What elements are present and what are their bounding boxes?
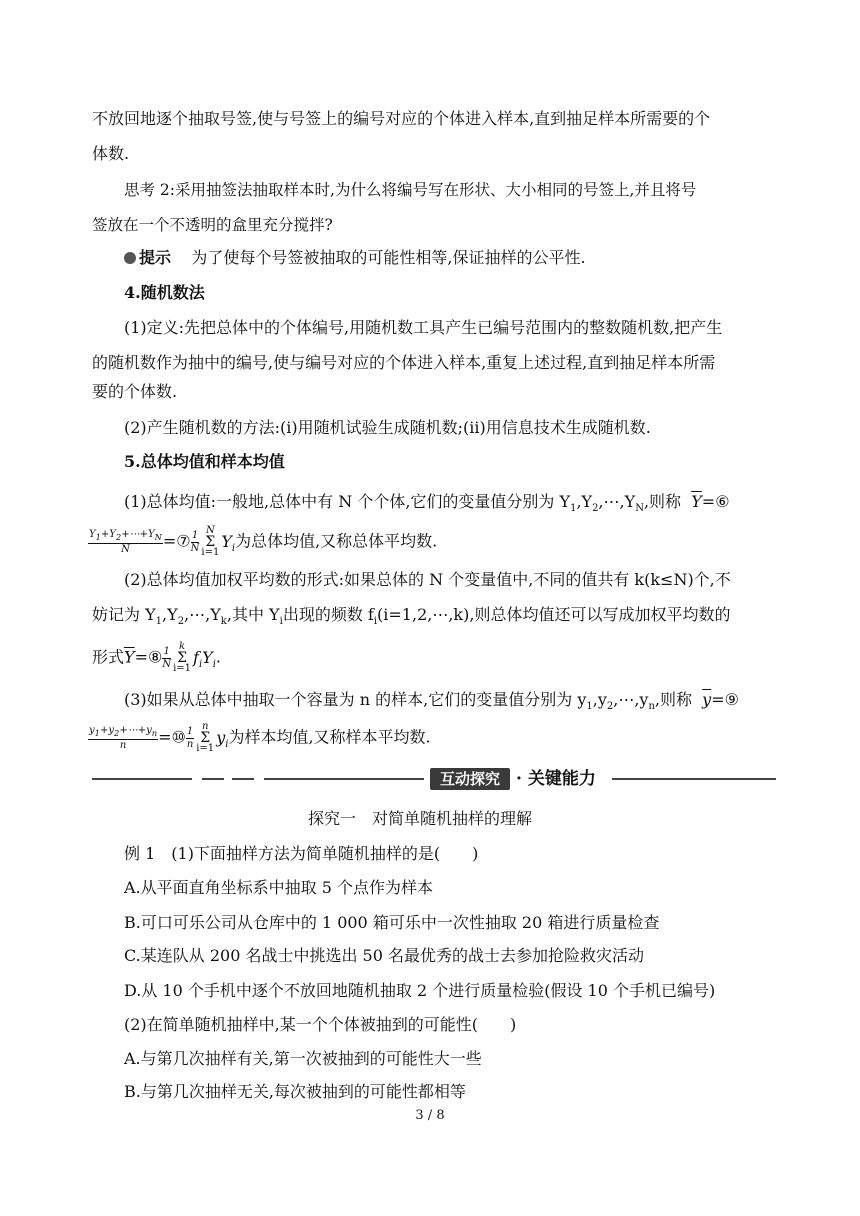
section-badge-subtitle: · 关键能力 [516,769,596,789]
think-question: 思考 2:采用抽签法抽取样本时,为什么将编号写在形状、大小相同的号签上,并且将号 [124,181,697,199]
option: C.某连队从 200 名战士中挑选出 50 名最优秀的战士去参加抢险救灾活动 [124,946,645,965]
divider [232,778,254,780]
text-line: 的随机数作为抽中的编号,使与编号对应的个体进入样本,重复上述过程,直到抽足样本所需 [92,353,716,372]
divider [202,778,224,780]
tip-text: 为了使每个号签被抽取的可能性相等,保证抽样的公平性. [191,248,586,267]
divider [92,778,192,780]
divider [676,778,776,780]
tip-icon [124,252,136,264]
option: A.从平面直角坐标系中抽取 5 个点作为样本 [124,878,433,897]
divider [264,778,424,780]
sample-mean-line: (3)如果从总体中抽取一个容量为 n 的样本,它们的变量值分别为 $y_1,y_2,\cdots,y_n$,则称 $\overline{y}=⑨$ [124,690,739,713]
section-heading: 5.总体均值和样本均值 [124,452,285,471]
text-line: 体数. [92,144,130,163]
explore-heading: 探究一 对简单随机抽样的理解 [308,809,533,828]
option: B.可口可乐公司从仓库中的 1 000 箱可乐中一次性抽取 20 箱进行质量检查 [124,913,660,932]
weighted-formula: 形式$\overline{Y}=⑧$ $\frac{1}{N}$ k Σ $i=1f_iY_i$. [92,641,222,674]
weighted-line: 妨记为 $Y_1,Y_2,\cdots,Y_k$,其中 $Y_i$出现的频数 $f_i(i=1,2,\cdots,k)$,则总体均值还可以写成加权平均数的 [92,605,731,628]
page-number: 3 / 8 [415,1108,445,1123]
text-line: (2)产生随机数的方法:(i)用随机试验生成随机数;(ii)用信息技术生成随机数. [124,418,651,437]
example-question: (2)在简单随机抽样中,某一个个体被抽到的可能性( ) [124,1015,517,1034]
section-badge: 互动探究 [430,768,510,790]
population-mean-line: (1)总体均值:一般地,总体中有 N 个个体,它们的变量值分别为 $Y_1,Y_2,\cdots,Y_N$,则称 $\overline{Y}=⑥$ [124,492,730,515]
think-question: 签放在一个不透明的盒里充分搅拌? [92,216,333,234]
section-heading: 4.随机数法 [124,283,205,302]
text-line: 要的个体数. [92,382,178,401]
text-line: 不放回地逐个抽取号签,使与号签上的编号对应的个体进入样本,直到抽足样本所需要的个 [92,109,711,128]
text-line: (1)定义:先把总体中的个体编号,用随机数工具产生已编号范围内的整数随机数,把产生 [124,318,723,337]
option: D.从 10 个手机中逐个不放回地随机抽取 2 个进行质量检验(假设 10 个手机已编号) [124,981,716,1000]
example-question: 例 1 (1)下面抽样方法为简单随机抽样的是( ) [124,844,479,863]
text-line: (2)总体均值加权平均数的形式:如果总体的 N 个变量值中,不同的值共有 k(k≤N)个,不 [124,570,731,589]
tip-label: 提示 [139,248,172,267]
sample-mean-formula: $\frac{y_1+y_2+\cdots+y_n}{n}$ =⑩ $\frac{1}{n}$ n Σ $i=1y_i$为样本均值,又称样本平均数. [89,721,431,754]
tip-line [124,246,586,270]
population-mean-formula: $\frac{Y_1+Y_2+\cdots+Y_N}{N}$ =⑦ $\frac{1}{N}$ N Σ $i=1Y_i$为总体均值,又称总体平均数. [89,525,438,558]
option: B.与第几次抽样无关,每次被抽到的可能性都相等 [124,1082,466,1101]
section-banner [92,765,776,793]
option: A.与第几次抽样有关,第一次被抽到的可能性大一些 [124,1049,482,1068]
